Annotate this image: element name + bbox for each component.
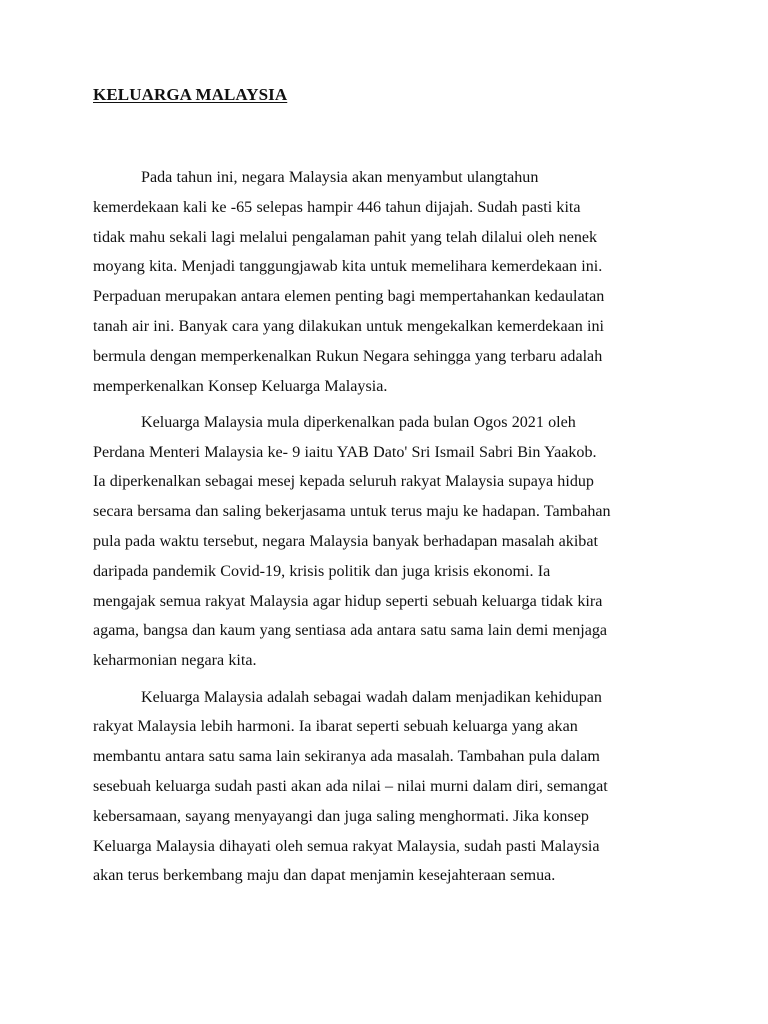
paragraph-3 bbox=[93, 683, 678, 892]
paragraph-line: Keluarga Malaysia dihayati oleh semua rakyat Malaysia, sudah pasti Malaysia bbox=[93, 837, 600, 855]
paragraph-line: membantu antara satu sama lain sekiranya ada masalah. Tambahan pula dalam bbox=[93, 748, 600, 766]
paragraph-line: kemerdekaan kali ke -65 selepas hampir 446 tahun dijajah. Sudah pasti kita bbox=[93, 198, 581, 216]
paragraph-line: Pada tahun ini, negara Malaysia akan menyambut ulangtahun bbox=[141, 169, 539, 186]
paragraph-1 bbox=[93, 163, 678, 401]
paragraph-line: moyang kita. Menjadi tanggungjawab kita untuk memelihara kemerdekaan ini. bbox=[93, 258, 603, 276]
paragraph-line: secara bersama dan saling bekerjasama untuk terus maju ke hadapan. Tambahan bbox=[93, 503, 611, 521]
paragraph-2 bbox=[93, 408, 678, 676]
paragraph-line: mengajak semua rakyat Malaysia agar hidup seperti sebuah keluarga tidak kira bbox=[93, 592, 603, 610]
paragraph-line: bermula dengan memperkenalkan Rukun Negara sehingga yang terbaru adalah bbox=[93, 347, 603, 365]
document-body bbox=[93, 163, 678, 898]
paragraph-line: agama, bangsa dan kaum yang sentiasa ada antara satu sama lain demi menjaga bbox=[93, 622, 608, 640]
paragraph-line: Perpaduan merupakan antara elemen penting bagi mempertahankan kedaulatan bbox=[93, 288, 605, 306]
paragraph-line: sesebuah keluarga sudah pasti akan ada nilai – nilai murni dalam diri, semangat bbox=[93, 777, 608, 795]
paragraph-line: tanah air ini. Banyak cara yang dilakukan untuk mengekalkan kemerdekaan ini bbox=[93, 317, 604, 335]
paragraph-line: akan terus berkembang maju dan dapat menjamin kesejahteraan semua. bbox=[93, 867, 556, 885]
paragraph-line: tidak mahu sekali lagi melalui pengalaman pahit yang telah dilalui oleh nenek bbox=[93, 228, 598, 246]
paragraph-line: keharmonian negara kita. bbox=[93, 652, 257, 670]
paragraph-line: Ia diperkenalkan sebagai mesej kepada seluruh rakyat Malaysia supaya hidup bbox=[93, 473, 594, 491]
paragraph-line: kebersamaan, sayang menyayangi dan juga saling menghormati. Jika konsep bbox=[93, 807, 589, 825]
document-title: KELUARGA MALAYSIA bbox=[93, 85, 288, 104]
paragraph-line: Keluarga Malaysia adalah sebagai wadah dalam menjadikan kehidupan bbox=[141, 688, 602, 706]
paragraph-line: Keluarga Malaysia mula diperkenalkan pada bulan Ogos 2021 oleh bbox=[141, 413, 576, 431]
paragraph-line: pula pada waktu tersebut, negara Malaysia banyak berhadapan masalah akibat bbox=[93, 533, 598, 551]
paragraph-line: Perdana Menteri Malaysia ke- 9 iaitu YAB Dato' Sri Ismail Sabri Bin Yaakob. bbox=[93, 443, 597, 461]
paragraph-line: memperkenalkan Konsep Keluarga Malaysia. bbox=[93, 377, 388, 395]
paragraph-line: rakyat Malaysia lebih harmoni. Ia ibarat seperti sebuah keluarga yang akan bbox=[93, 718, 578, 736]
paragraph-line: daripada pandemik Covid-19, krisis politik dan juga krisis ekonomi. Ia bbox=[93, 562, 551, 580]
